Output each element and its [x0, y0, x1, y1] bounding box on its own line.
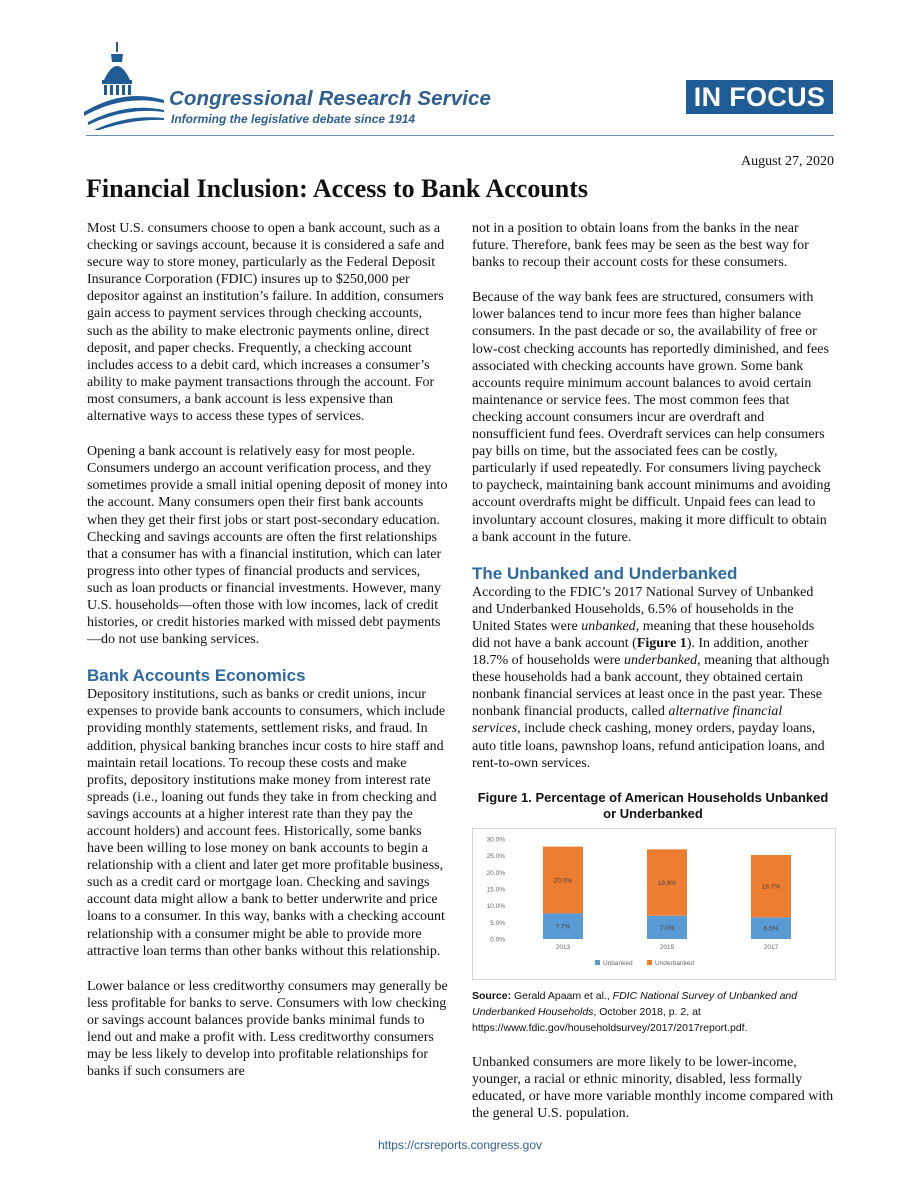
text-run: , include check cashing, money orders, payday loans, auto title loans, pawnshop loans, refund anticipation loans, and rent-to-own services. [472, 721, 825, 771]
capitol-dome-icon [84, 40, 164, 130]
org-name: Congressional Research Service [169, 87, 492, 110]
legend-label-underbanked: Underbanked [655, 959, 695, 967]
paragraph: Opening a bank account is relatively easy for most people. Consumers undergo an account verification process, and they sometimes provide a small initial opening deposit of money into the account. Many consumers open their first bank accounts when they get their first jobs or start post-secondary education. Checking and savings accounts are often the first relationships that a consumer has with a financial institution, which can later progress into other types of financial products and services, such as loan products or financial investments. However, many U.S. households—often those with low incomes, lack of credit histories, or credit histories marked with missed debt payments—do not use banking services. [87, 444, 448, 648]
emphasis: alternative financial services [472, 704, 783, 737]
legend-swatch-unbanked [595, 960, 600, 965]
y-tick-label: 20.0% [486, 869, 505, 877]
x-tick-label: 2013 [555, 943, 571, 951]
data-label: 18.7% [761, 883, 781, 891]
text-run: ). In addition, another 18.7% of households were [472, 635, 809, 669]
figure-caption: Figure 1. Percentage of American Households Unbanked or Underbanked [477, 789, 829, 821]
text-run: Gerald Apaam et al., [511, 989, 613, 1002]
right-column [472, 220, 834, 1140]
y-tick-label: 30.0% [486, 836, 505, 844]
legend-swatch-underbanked [647, 960, 652, 965]
x-tick-label: 2015 [659, 943, 675, 951]
data-label: 7.0% [659, 924, 675, 932]
text-run: , October 2018, p. 2, at https://www.fdic.gov/householdsurvey/2017/2017report.pdf. [472, 1005, 748, 1034]
paragraph: Unbanked consumers are more likely to be lower-income, younger, a racial or ethnic minority, disabled, less formally educated, or have more variable monthly income compared with the general U.S. population. [472, 1054, 834, 1121]
data-label: 20.0% [553, 877, 573, 885]
y-tick-label: 25.0% [486, 852, 505, 860]
footer-link[interactable]: https://crsreports.congress.gov [377, 1138, 543, 1152]
paragraph: not in a position to obtain loans from the banks in the near future. Therefore, bank fees may be seen as the best way for banks to recoup their account costs for these consumers. [472, 221, 809, 271]
source-note [472, 988, 834, 1036]
emphasis: FDIC National Survey of Unbanked and Underbanked Households [472, 989, 798, 1018]
text-run: , meaning that although these households had a bank account, they obtained certain nonbank financial services at least once in the past year. These nonbank financial products, called [472, 653, 830, 720]
in-focus-badge: IN FOCUS [686, 80, 833, 114]
x-tick-label: 2017 [763, 943, 779, 951]
paragraph: Because of the way bank fees are structured, consumers with lower balances tend to incur more fees than higher balance consumers. In the past decade or so, the availability of free or low-cost checking accounts has reportedly diminished, and fees associated with checking accounts have grown. Some bank accounts require minimum account balances to avoid certain maintenance or service fees. The most common fees that checking account consumers incur are overdraft and nonsufficient fund fees. Overdraft services can help consumers pay bills on time, but the associated fees can be costly, particularly if used repeatedly. For consumers living paycheck to paycheck, maintaining bank account minimums and avoiding account overdrafts might be difficult. Unpaid fees can lead to involuntary account closures, making it more difficult to obtain a bank account in the future. [472, 290, 831, 545]
figure-chart-frame [472, 828, 836, 980]
page-title: Financial Inclusion: Access to Bank Accounts [86, 174, 589, 203]
y-tick-label: 15.0% [486, 886, 505, 894]
y-tick-label: 10.0% [486, 902, 505, 910]
data-label: 6.5% [763, 925, 779, 933]
paragraph: Lower balance or less creditworthy consumers may generally be less profitable for banks to serve. Consumers with low checking or savings account balances provide banks minimal funds to lend out and make a profit with. Less creditworthy consumers may be less likely to develop into profitable relationships for banks if such consumers are [87, 978, 448, 1080]
data-label: 19.9% [657, 879, 677, 887]
text-run: , meaning that these households did not have a bank account ( [472, 618, 815, 651]
paragraph: Most U.S. consumers choose to open a bank account, such as a checking or savings account, because it is considered a safe and secure way to store money, particularly as the Federal Deposit Insurance Corporation (FDIC) insures up to $250,000 per depositor against an institution’s failure. In addition, consumers gain access to payment services through checking accounts, such as the ability to make electronic payments online, direct deposit, and paper checks. Frequently, a checking account includes access to a debit card, which increases a consumer’s ability to make payment transactions through the account. For most consumers, a bank account is less expensive than alternative ways to access these types of services. [87, 221, 445, 425]
paragraph [472, 584, 834, 772]
report-date: August 27, 2020 [741, 154, 834, 169]
y-tick-label: 5.0% [490, 919, 505, 927]
emphasis: unbanked [581, 618, 636, 634]
paragraph: Depository institutions, such as banks or credit unions, incur expenses to provide bank accounts to consumers, which include providing monthly statements, settlement risks, and fraud. In addition, physical banking branches incur costs to hire staff and maintain retail locations. To recoup these costs and make profits, depository institutions make money from interest rate spreads (i.e., loaning out funds they take in from checking and savings accounts at a higher interest rate than they pay the account holders) and account fees. Historically, some banks have been willing to lose money on bank accounts to begin a relationship with a client and later get more profitable business, such as a credit card or mortgage loan. Checking and savings account data might allow a bank to better underwrite and price loans to a consumer. In this way, banks with a checking account relationship with a consumer might be able to provide more attractive loan terms than other banks without this relationship. [87, 687, 446, 959]
section-heading: The Unbanked and Underbanked [472, 563, 738, 583]
legend-label-unbanked: Unbanked [603, 959, 633, 967]
emphasis: underbanked [624, 653, 698, 669]
header-divider [86, 135, 834, 136]
figure-reference: Figure 1 [636, 635, 687, 651]
left-column [87, 220, 449, 1098]
text-run: According to the FDIC’s 2017 National Survey of Unbanked and Underbanked Households, 6.5% of households in the United States were [472, 584, 814, 634]
report-header [0, 0, 920, 150]
source-label: Source: [472, 989, 512, 1002]
section-heading: Bank Accounts Economics [87, 666, 306, 686]
y-tick-label: 0.0% [490, 936, 505, 944]
data-label: 7.7% [555, 923, 571, 931]
org-tagline: Informing the legislative debate since 1914 [171, 112, 416, 126]
stacked-bar-chart [473, 829, 835, 979]
